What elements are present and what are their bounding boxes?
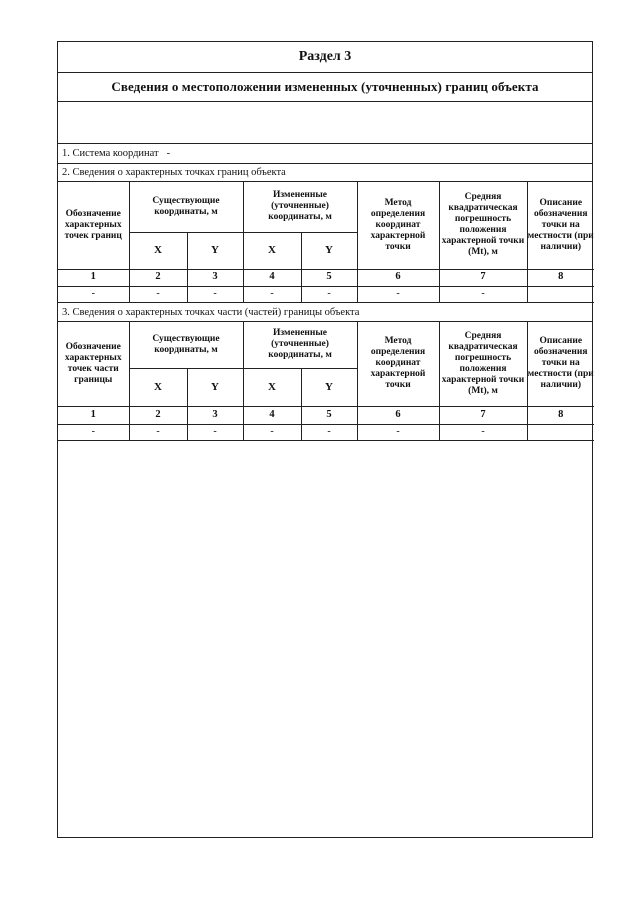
table-cell: - <box>357 286 439 302</box>
table-cell: - <box>187 424 243 440</box>
column-number: 8 <box>527 406 594 424</box>
y-header: Y <box>187 368 243 406</box>
designation-header: Обозначение характерных точек границ <box>58 182 129 269</box>
error-header: Средняя квадратическая погрешность положения характерной точки (Mt), м <box>439 182 527 269</box>
section-subtitle: Сведения о местоположении измененных (уточненных) границ объекта <box>58 73 592 102</box>
table-cell: - <box>243 286 301 302</box>
column-number: 3 <box>187 406 243 424</box>
existing-coords-header: Существующие координаты, м <box>129 322 243 368</box>
column-number: 7 <box>439 406 527 424</box>
changed-coords-header: Измененные (уточненные) координаты, м <box>243 322 357 368</box>
x-header: X <box>129 368 187 406</box>
column-number: 7 <box>439 269 527 286</box>
table-cell: - <box>58 286 129 302</box>
designation-header: Обозначение характерных точек части границы <box>58 322 129 406</box>
table-cell: - <box>58 424 129 440</box>
column-number: 2 <box>129 406 187 424</box>
column-number: 3 <box>187 269 243 286</box>
table-cell: - <box>129 286 187 302</box>
table-cell: - <box>357 424 439 440</box>
column-number: 4 <box>243 269 301 286</box>
column-number: 8 <box>527 269 594 286</box>
column-number: 1 <box>58 406 129 424</box>
table-cell: - <box>187 286 243 302</box>
table-cell: - <box>301 424 357 440</box>
coordinate-system-value: - <box>166 148 171 159</box>
table-cell <box>527 286 594 302</box>
method-header: Метод определения координат характерной точки <box>357 182 439 269</box>
table-cell: - <box>439 286 527 302</box>
existing-coords-header: Существующие координаты, м <box>129 182 243 232</box>
coordinate-system-label: 1. Система координат <box>62 148 159 159</box>
column-number: 1 <box>58 269 129 286</box>
y-header: Y <box>301 368 357 406</box>
table-cell: - <box>129 424 187 440</box>
x-header: X <box>243 232 301 269</box>
table1-heading: 2. Сведения о характерных точках границ объекта <box>58 164 592 182</box>
column-number: 2 <box>129 269 187 286</box>
table-cell: - <box>301 286 357 302</box>
method-header: Метод определения координат характерной точки <box>357 322 439 406</box>
spacer-row <box>58 102 592 144</box>
y-header: Y <box>187 232 243 269</box>
y-header: Y <box>301 232 357 269</box>
table-cell: - <box>439 424 527 440</box>
column-number: 6 <box>357 269 439 286</box>
column-number: 5 <box>301 269 357 286</box>
part-boundary-points-table <box>58 322 594 441</box>
boundary-points-table <box>58 182 594 303</box>
x-header: X <box>129 232 187 269</box>
column-number: 4 <box>243 406 301 424</box>
coordinate-system-row <box>58 144 592 164</box>
changed-coords-header: Измененные (уточненные) координаты, м <box>243 182 357 232</box>
x-header: X <box>243 368 301 406</box>
column-number: 6 <box>357 406 439 424</box>
empty-area <box>58 442 592 837</box>
document-frame <box>57 41 593 838</box>
column-number: 5 <box>301 406 357 424</box>
description-header: Описание обозначения точки на местности (при наличии) <box>527 322 594 406</box>
table-cell <box>527 424 594 440</box>
section-title: Раздел 3 <box>58 42 592 73</box>
table2-heading: 3. Сведения о характерных точках части (частей) границы объекта <box>58 304 592 322</box>
description-header: Описание обозначения точки на местности (при наличии) <box>527 182 594 269</box>
error-header: Средняя квадратическая погрешность положения характерной точки (Mt), м <box>439 322 527 406</box>
table-cell: - <box>243 424 301 440</box>
